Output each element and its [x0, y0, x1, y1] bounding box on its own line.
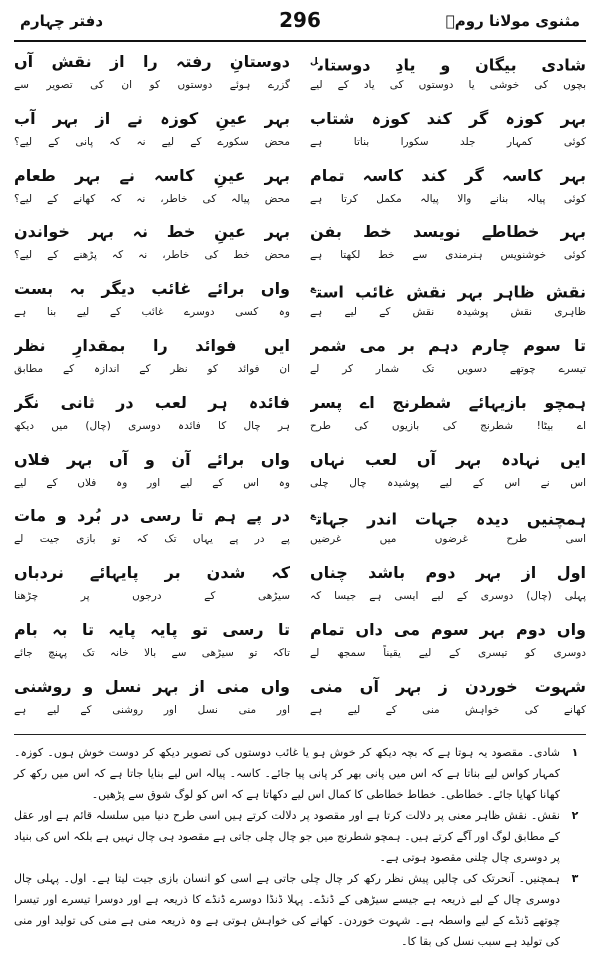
persian-verse [310, 561, 586, 587]
urdu-translation: محض خط کی خاطر، نہ کہ پڑھنے کے لیے؟ [14, 249, 290, 262]
couplet [310, 107, 586, 164]
persian-verse [310, 107, 586, 133]
persian-verse [310, 391, 586, 417]
couplet [14, 107, 290, 164]
couplet [14, 391, 290, 448]
book-part-label: دفتر چہارم [20, 12, 104, 30]
footnote [14, 742, 586, 805]
urdu-translation: ان فوائد کو نظر کے اندازہ کے مطابق [14, 362, 290, 375]
footnote [14, 868, 586, 952]
persian-verse [310, 220, 586, 246]
persian-verse [14, 107, 290, 133]
book-title: مثنوی مولانا رومؒ [445, 12, 580, 30]
verse-text: بہر خطاطے نویسد خط بفن [310, 222, 586, 242]
footnote-text: ہمچنیں۔ آنحرتک کی چالیں پیش نظر رکھ کر چال چلی جاتی ہے اسی کو انسان بازی جیت لیتا ہے۔ اول۔ پہلی چال دوسری چال کے لیے ذریعہ ہے جیسے سیڑھی کے ڈنڈے۔ پہلا ڈنڈا دوسرے ڈنڈے کا ذریعہ ہے اور دوسرا تیسرے اور تیسرا چوتھے ڈنڈے کے لیے واسطہ ہے۔ شہوت خوردن۔ کھانے کی خواہش ہوتی ہے وہ ذریعہ منی ہے منی کی تولید اور منی کی تولید ہے سبب نسل کی بقا کا۔ [14, 872, 560, 948]
persian-verse [14, 675, 290, 701]
persian-verse [14, 504, 290, 530]
urdu-translation: ظاہری نقش پوشیدہ نقش کے لیے ہے [310, 306, 586, 319]
footnote-rule [14, 734, 586, 735]
footnote-marker: ع [310, 284, 317, 295]
couplet [310, 391, 586, 448]
couplet [14, 504, 290, 561]
urdu-translation: اے بیٹا! شطرنج کی بازیوں کی طرح [310, 419, 586, 432]
urdu-translation: دوسری کو تیسری کے لیے یقیناً سمجھ لے [310, 646, 586, 659]
verse-text: در پے ہم تا رسی در بُرد و مات [14, 506, 290, 526]
persian-verse [310, 675, 586, 701]
couplet [310, 675, 586, 732]
persian-verse [310, 618, 586, 644]
persian-verse [310, 50, 586, 76]
urdu-translation: پے در پے یہاں تک کہ تو بازی جیت لے [14, 533, 290, 546]
verse-text: ہمچنیں دیدہ جہات اندر جہات [316, 509, 586, 529]
couplet [310, 334, 586, 391]
urdu-translation: گزرے ہوئے دوستوں کو ان کی تصویر سے [14, 79, 290, 91]
couplet [310, 50, 586, 107]
couplet [14, 561, 290, 618]
couplet [310, 164, 586, 221]
urdu-translation: وہ اس کے لیے اور وہ فلاں کے لیے [14, 476, 290, 489]
couplet [310, 504, 586, 561]
couplet [310, 448, 586, 505]
urdu-translation: اسی طرح غرضوں میں غرضیں [310, 533, 586, 546]
urdu-translation: کھانے کی خواہش منی کے لیے ہے [310, 703, 586, 716]
page-number: 296 [279, 8, 321, 32]
urdu-translation: تاکہ تو سیڑھی سے بالا خانہ تک پہنچ جائے [14, 646, 290, 659]
footnote-marker: ع [310, 511, 317, 522]
persian-verse [14, 50, 290, 76]
couplet [310, 220, 586, 277]
urdu-translation: وہ کسی دوسرے غائب کے لیے بنا ہے [14, 306, 290, 319]
verse-text: بہر عینِ کوزہ نے از بہر آب [14, 108, 290, 128]
verse-text: ایں فوائد را بمقدارِ نظر [14, 335, 290, 355]
verse-text: واں دوم بہر سوم می داں تمام [310, 619, 586, 639]
couplet [14, 675, 290, 732]
persian-verse [14, 277, 290, 303]
persian-verse [14, 164, 290, 190]
urdu-translation: تیسرے چوتھے دسویں تک شمار کر لے [310, 362, 586, 375]
footnote [14, 805, 586, 868]
urdu-translation: بچوں کی خوشی یا دوستوں کی یاد کے لیے [310, 79, 586, 91]
urdu-translation: کوئی خوشنویس ہنرمندی سے خط لکھتا ہے [310, 249, 586, 262]
verse-text: ہمچو بازیہائے شطرنج اے پسر [310, 392, 586, 412]
couplet [14, 220, 290, 277]
persian-verse [310, 164, 586, 190]
verse-text: بہر کوزہ گر کند کوزہ شتاب [310, 108, 586, 128]
persian-verse [14, 448, 290, 474]
couplet [14, 448, 290, 505]
persian-verse [14, 220, 290, 246]
verse-text: بہر کاسہ گر کند کاسہ تمام [310, 165, 586, 185]
footnote-text: نقش۔ نقش ظاہر معنی پر دلالت کرتا ہے اور مقصود پر دلالت کرتے ہیں اسی طرح دنیا میں سلسلہ قائم ہے اور عقل کے مطابق لوگ اور آگے کرتے ہیں۔ ہمچو شطرنج میں جو چال چلی جاتی ہے مقصود ہی چال نہیں ہے بلکہ اس کی بنیاد پر دوسری چال چلنی مقصود ہوتی ہے۔ [14, 809, 560, 864]
left-hemistich-column [14, 50, 290, 732]
page-header [14, 8, 586, 38]
urdu-translation: کوئی پیالہ بنانے والا پیالہ مکمل کرتا ہے [310, 192, 586, 205]
persian-verse [14, 618, 290, 644]
verse-text: واں برائے غائب دیگر بہ بست [14, 279, 290, 299]
couplet [14, 618, 290, 675]
urdu-translation: اس نے اس کے لیے پوشیدہ چال چلی [310, 476, 586, 489]
couplet [14, 277, 290, 334]
persian-verse [310, 448, 586, 474]
verse-text: شادی بیگان و یادِ دوستاں [318, 55, 586, 75]
footnotes [14, 742, 586, 952]
persian-verse [14, 561, 290, 587]
verse-text: بہر عینِ خط نہ بہر خواندن [14, 222, 290, 242]
footnote-marker: ل [310, 57, 319, 67]
persian-verse [310, 334, 586, 360]
urdu-translation: اور منی نسل اور روشنی کے لیے ہے [14, 703, 290, 716]
verse-text: واں برائے آن و آں بہر فلاں [14, 449, 290, 469]
urdu-translation: سیڑھی کے درجوں پر چڑھنا [14, 590, 290, 603]
couplet [310, 277, 586, 334]
verse-text: ایں نہادہ بہر آں لعب نہاں [310, 449, 586, 469]
footnote-number: ۱ [571, 746, 579, 759]
verse-text: فائدہ ہر لعب در ثانی نگر [14, 392, 290, 412]
verse-text: دوستانِ رفتہ را از نقش آں [14, 52, 290, 71]
book-page [14, 0, 586, 957]
couplet [14, 334, 290, 391]
couplet [310, 618, 586, 675]
verses-area [14, 50, 586, 732]
urdu-translation: کوئی کمہار جلد سکورا بناتا ہے [310, 135, 586, 148]
couplet [14, 164, 290, 221]
persian-verse [14, 334, 290, 360]
persian-verse [310, 504, 586, 530]
persian-verse [14, 391, 290, 417]
verse-text: تا سوم چارم دہم بر می شمر [310, 335, 586, 355]
verse-text: واں منی از بہر نسل و روشنی [14, 676, 290, 696]
verse-text: بہر عینِ کاسہ نے بہر طعام [14, 165, 290, 185]
verse-text: اول از بہر دوم باشد چناں [310, 563, 586, 583]
urdu-translation: ہر چال کا فائدہ دوسری (چال) میں دیکھ [14, 419, 290, 432]
footnote-number: ۳ [571, 872, 579, 885]
urdu-translation: محض سکورے کے لیے نہ کہ پانی کے لیے؟ [14, 135, 290, 148]
header-rule [14, 40, 586, 42]
urdu-translation: پہلی (چال) دوسری کے لیے ایسی ہے جیسا کہ [310, 590, 586, 603]
footnote-text: شادی۔ مقصود یہ ہوتا ہے کہ بچہ دیکھ کر خوش ہو یا غائب دوستوں کی تصویر دیکھ کر دوست خوش ہوں۔ کوزہ۔ کمہار کواس لیے بناتا ہے کہ اس میں پانی بھر کر پانی پیا جائے۔ کاسہ۔ پیالہ اس لیے بنایا جاتا ہے کہ اس میں رکھ کر کھانا کھایا جائے۔ خطاطی۔ خطاط خطاطی کا کمال اس لیے دکھاتا ہے کہ اس کو لوگ شوق سے پڑھیں۔ [14, 746, 560, 801]
persian-verse [310, 277, 586, 303]
verse-text: شہوت خوردن ز بہر آں منی [310, 676, 586, 696]
verse-text: نقش ظاہر بہر نقش غائب است [316, 282, 586, 302]
couplet [310, 561, 586, 618]
right-hemistich-column [310, 50, 586, 732]
verse-text: کہ شدن بر پایہائے نردباں [14, 563, 290, 583]
footnote-number: ۲ [571, 809, 579, 822]
couplet [14, 50, 290, 107]
verse-text: تا رسی تو پایہ پایہ تا بہ بام [14, 619, 290, 639]
urdu-translation: محض پیالہ کی خاطر، نہ کہ کھانے کے لیے؟ [14, 192, 290, 205]
